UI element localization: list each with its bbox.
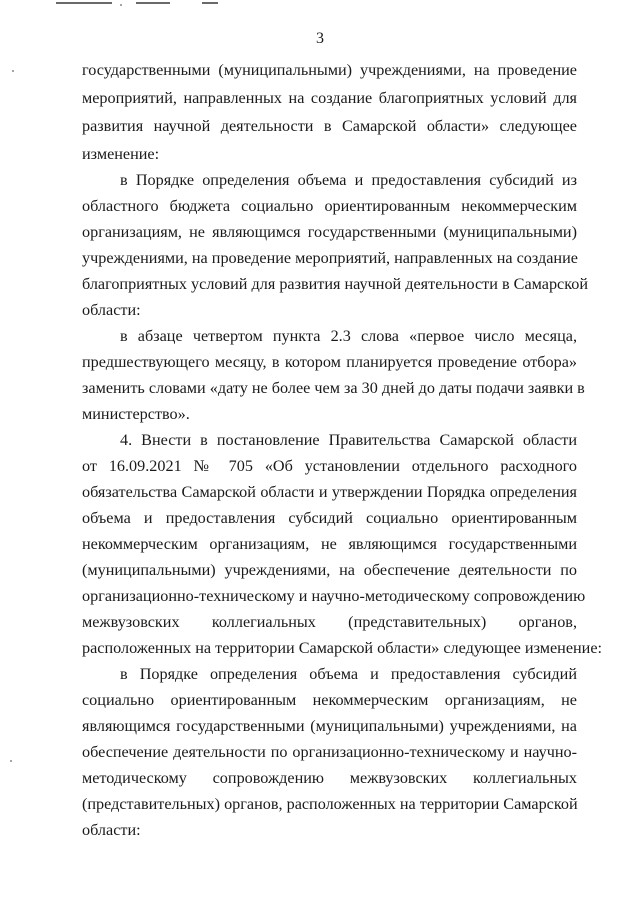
text-line: изменение: (82, 145, 160, 163)
text-line: обязательства Самарской области и утверждении Порядка определения (82, 483, 577, 501)
text-line: министерство». (82, 405, 190, 423)
text-line: организационно-техническому и научно-методическому сопровождению (82, 587, 586, 605)
text-line: (представительных) органов, расположенных на территории Самарской (82, 795, 578, 813)
text-line: заменить словами «дату не более чем за 30 дней до даты подачи заявки в (82, 379, 585, 397)
text-line: (муниципальными) учреждениями, на обеспечение деятельности по (82, 561, 577, 579)
text-line: области: (82, 821, 141, 839)
text-line: организациям, не являющимся государственными (муниципальными) (82, 223, 577, 241)
text-line: в Порядке определения объема и предоставления субсидий (120, 665, 577, 683)
text-line: предшествующего месяцу, в котором планируется проведение отбора» (82, 353, 577, 371)
text-line: мероприятий, направленных на создание благоприятных условий для (82, 89, 577, 107)
scan-artifact (120, 4, 122, 6)
text-line: являющимся государственными (муниципальными) учреждениями, на (82, 717, 577, 735)
text-line: государственными (муниципальными) учреждениями, на проведение (82, 61, 577, 79)
text-line: в абзаце четвертом пункта 2.3 слова «первое число месяца, (120, 327, 577, 345)
scan-artifact (12, 70, 14, 72)
text-line: объема и предоставления субсидий социально ориентированным (82, 509, 577, 527)
text-line: учреждениями, на проведение мероприятий, направленных на создание (82, 249, 578, 267)
text-line: методическому сопровождению межвузовских коллегиальных (82, 769, 577, 787)
scan-artifact (56, 2, 112, 4)
scan-artifact (10, 760, 12, 762)
text-line: 4. Внести в постановление Правительства Самарской области (120, 431, 577, 449)
text-line: благоприятных условий для развития научной деятельности в Самарской (82, 275, 589, 293)
text-line: межвузовских коллегиальных (представительных) органов, (82, 613, 577, 631)
text-line: обеспечение деятельности по организационно-техническому и научно- (82, 743, 577, 761)
scan-artifact (136, 2, 170, 4)
text-line: в Порядке определения объема и предоставления субсидий из (120, 171, 577, 189)
page-number: 3 (316, 30, 324, 47)
text-line: областного бюджета социально ориентированным некоммерческим (82, 197, 577, 215)
text-line: от 16.09.2021 № 705 «Об установлении отдельного расходного (82, 457, 577, 475)
text-line: развития научной деятельности в Самарской области» следующее (82, 117, 577, 135)
text-line: области: (82, 301, 141, 319)
scan-artifact (202, 2, 218, 4)
text-line: некоммерческим организациям, не являющимся государственными (82, 535, 577, 553)
text-line: расположенных на территории Самарской области» следующее изменение: (82, 639, 603, 657)
text-line: социально ориентированным некоммерческим организациям, не (82, 691, 577, 709)
